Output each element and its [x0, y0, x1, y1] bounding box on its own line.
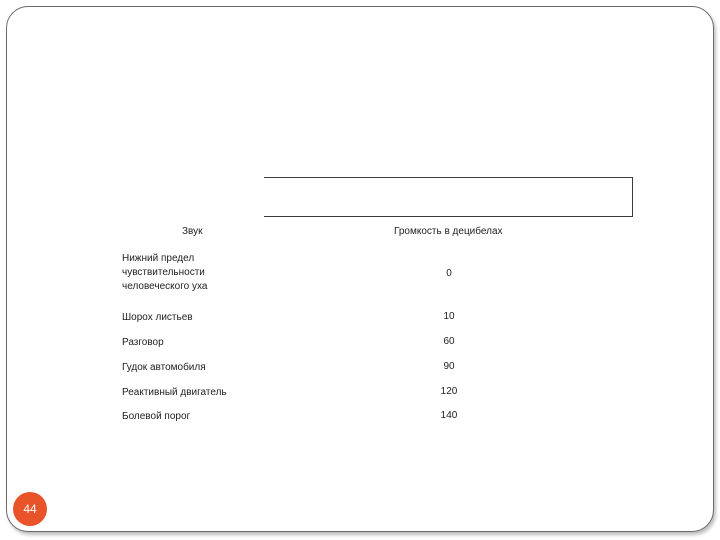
row-name-line: чувствительности	[122, 267, 205, 278]
table-row-value: 60	[443, 336, 455, 347]
page-number-badge: 44	[13, 492, 47, 526]
table-row-name	[122, 252, 272, 294]
table-row-name: Реактивный двигатель	[122, 387, 227, 398]
slide-frame	[6, 6, 714, 532]
empty-table-frame	[264, 177, 633, 217]
table-row-value: 10	[443, 311, 455, 322]
table-row-name: Гудок автомобиля	[122, 362, 206, 373]
row-name-line: человеческого уха	[122, 281, 208, 292]
table-row-value: 0	[446, 268, 452, 279]
table-row-value: 120	[440, 386, 458, 397]
table-row-name: Болевой порог	[122, 411, 191, 422]
table-row-value: 90	[443, 361, 455, 372]
table-row-value: 140	[440, 410, 458, 421]
table-row-name: Разговор	[122, 337, 164, 348]
header-sound: Звук	[182, 226, 203, 237]
row-name-line: Нижний предел	[122, 253, 195, 264]
header-volume: Громкость в децибелах	[394, 226, 503, 237]
table-row-name: Шорох листьев	[122, 312, 193, 323]
